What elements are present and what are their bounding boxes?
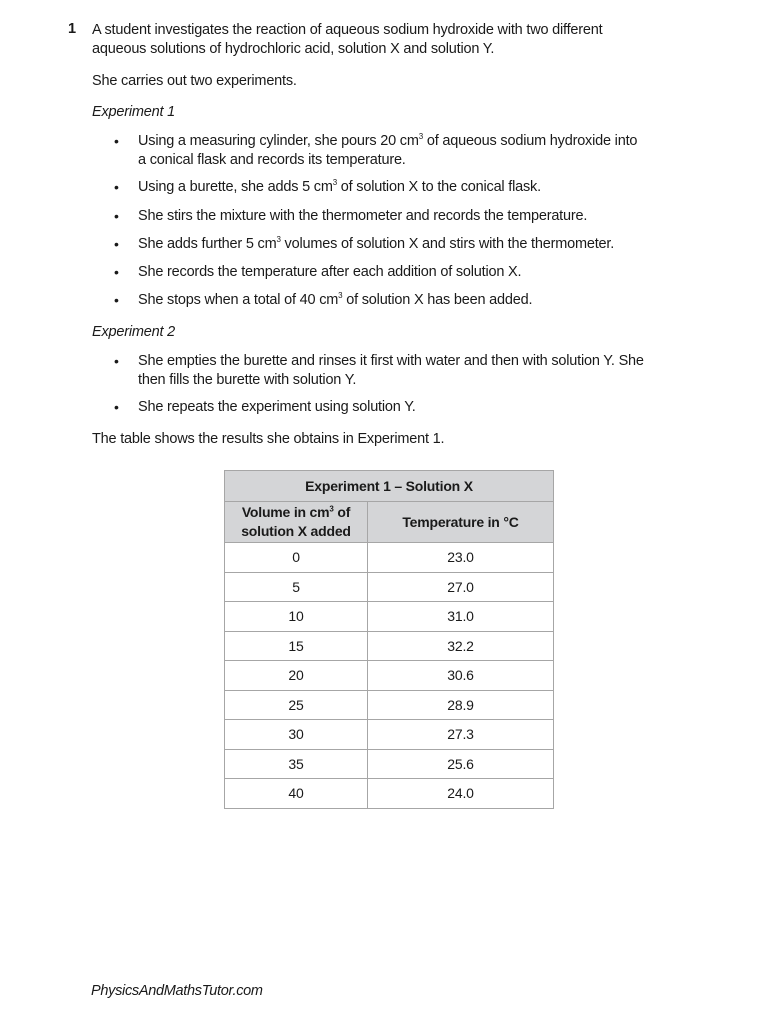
bullet-text: She repeats the experiment using solution Y.: [138, 399, 416, 415]
table-intro: The table shows the results she obtains in Experiment 1.: [92, 431, 445, 447]
bullet-dot: •: [114, 264, 119, 280]
table-row: [225, 720, 554, 750]
footer-source: PhysicsAndMathsTutor.com: [91, 983, 263, 999]
table-row: [225, 572, 554, 602]
experiment-1-heading: Experiment 1: [92, 104, 176, 120]
table-row: [225, 602, 554, 632]
bullet-dot: •: [114, 399, 119, 415]
bullet-text: Using a measuring cylinder, she pours 20 $cm^3$ of aqueous sodium hydroxide into a conical flask and records its temperature.: [138, 132, 638, 168]
volume-cell: 20: [225, 661, 368, 691]
bullet-text: She stirs the mixture with the thermometer and records the temperature.: [138, 208, 588, 224]
volume-cell: 35: [225, 749, 368, 779]
bullet-text: Using a burette, she adds 5 $cm^3$ of solution X to the conical flask.: [138, 178, 541, 195]
temperature-column-header: Temperature in °C: [368, 502, 554, 543]
results-table: [224, 470, 554, 809]
question-number: 1: [68, 21, 76, 37]
temperature-cell: 31.0: [368, 602, 554, 632]
volume-header-line2: solution X added: [241, 523, 351, 539]
bullet-text: She stops when a total of 40 $cm^3$ of solution X has been added.: [138, 291, 533, 308]
volume-cell: 10: [225, 602, 368, 632]
table-row: [225, 661, 554, 691]
bullet-dot: •: [114, 236, 119, 252]
temperature-cell: 27.0: [368, 572, 554, 602]
bullet-text: She empties the burette and rinses it first with water and then with solution Y. She then fills the burette with solution Y.: [138, 353, 644, 388]
temperature-cell: 28.9: [368, 690, 554, 720]
volume-cell: 0: [225, 543, 368, 573]
volume-cell: 15: [225, 631, 368, 661]
table-row: [225, 749, 554, 779]
bullet-text: She adds further 5 $cm^3$ volumes of solution X and stirs with the thermometer.: [138, 235, 615, 252]
volume-column-header: [225, 502, 368, 543]
bullet-dot: •: [114, 353, 119, 369]
temperature-cell: 27.3: [368, 720, 554, 750]
bullet-dot: •: [114, 208, 119, 224]
table-row: [225, 690, 554, 720]
bullet-dot: •: [114, 133, 119, 149]
table-row: [225, 631, 554, 661]
temperature-cell: 30.6: [368, 661, 554, 691]
volume-cell: 25: [225, 690, 368, 720]
table-row: [225, 779, 554, 809]
volume-cell: 5: [225, 572, 368, 602]
question-intro: A student investigates the reaction of aqueous sodium hydroxide with two different aqueous solutions of hydrochloric acid, solution X and solution Y.: [92, 22, 603, 57]
temperature-cell: 24.0: [368, 779, 554, 809]
bullet-text: She records the temperature after each addition of solution X.: [138, 264, 522, 280]
temperature-cell: 23.0: [368, 543, 554, 573]
bullet-dot: •: [114, 292, 119, 308]
experiment-2-heading: Experiment 2: [92, 324, 176, 340]
table-title: Experiment 1 – Solution X: [225, 471, 554, 502]
table-row: [225, 543, 554, 573]
temperature-cell: 25.6: [368, 749, 554, 779]
volume-cell: 30: [225, 720, 368, 750]
bullet-dot: •: [114, 179, 119, 195]
carries-out-text: She carries out two experiments.: [92, 73, 297, 89]
temperature-cell: 32.2: [368, 631, 554, 661]
volume-cell: 40: [225, 779, 368, 809]
volume-header-line1: Volume in $cm^3$ of: [241, 504, 351, 520]
